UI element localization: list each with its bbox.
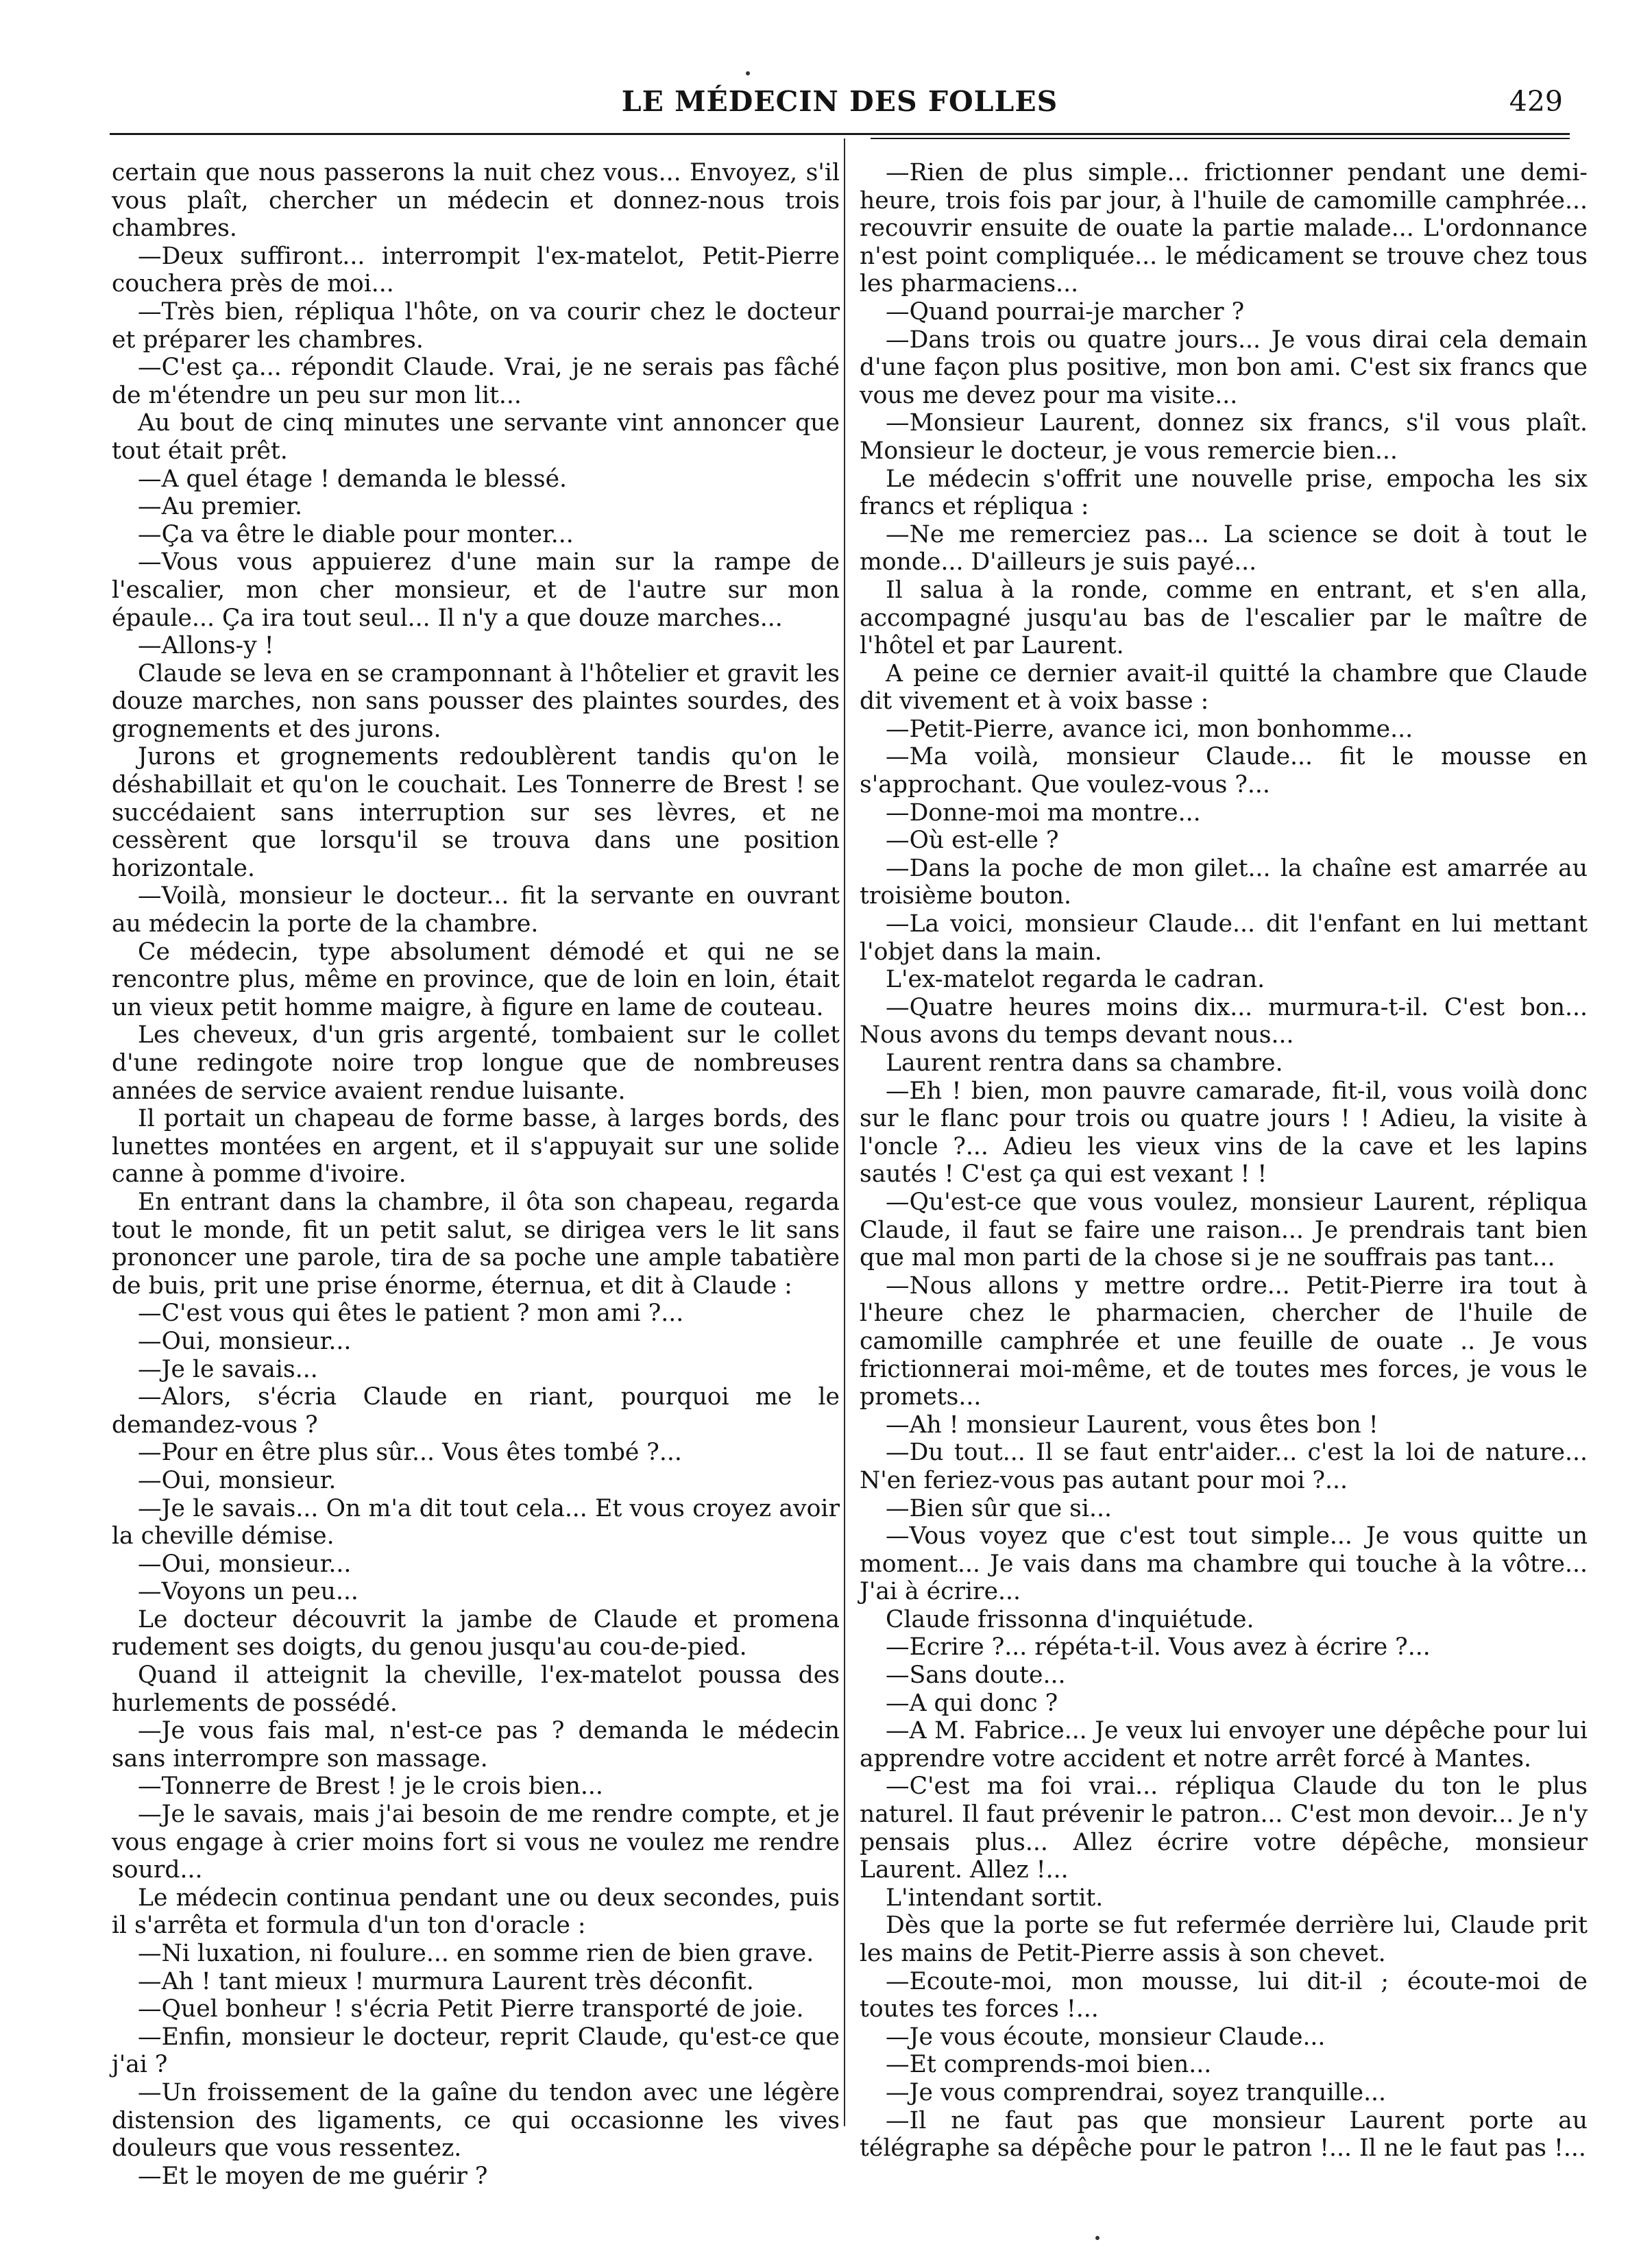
paragraph: —Ah ! tant mieux ! murmura Laurent très déconfit.: [138, 1967, 754, 1995]
paragraph: —Rien de plus simple... frictionner pendant une demi-heure, trois fois par jour, à l'huile de camomille camphrée... recouvrir ensuite de ouate la partie malade... L'ordonnance n'est point compliquée... le médicament se trouve chez tous les pharmaciens...: [860, 159, 1588, 298]
paragraph: —Où est-elle ?: [886, 827, 1059, 855]
paragraph: —Enfin, monsieur le docteur, reprit Claude, qu'est-ce que j'ai ?: [112, 2023, 840, 2079]
page-number: 429: [1509, 85, 1563, 118]
paragraph: L'intendant sortit.: [886, 1884, 1104, 1912]
paragraph: —Allons-y !: [138, 632, 274, 660]
paragraph: Claude se leva en se cramponnant à l'hôtelier et gravit les douze marches, non sans pousser des plaintes sourdes, des grognements et des jurons.: [112, 659, 840, 743]
paragraph: Le docteur découvrit la jambe de Claude et promena rudement ses doigts, du genou jusqu'au cou-de-pied.: [112, 1605, 840, 1662]
paragraph: Le médecin s'offrit une nouvelle prise, empocha les six francs et répliqua :: [860, 465, 1588, 521]
paragraph: —Ni luxation, ni foulure... en somme rien de bien grave.: [138, 1940, 814, 1967]
paragraph: Dès que la porte se fut refermée derrière lui, Claude prit les mains de Petit-Pierre assis à son chevet.: [860, 1912, 1588, 1967]
header-rule: [110, 133, 1570, 135]
header-rule-secondary: [871, 138, 1570, 139]
paragraph: —Pour en être plus sûr... Vous êtes tombé ?...: [138, 1439, 682, 1467]
paragraph: —Ah ! monsieur Laurent, vous êtes bon !: [886, 1411, 1378, 1439]
paragraph: —Vous voyez que c'est tout simple... Je vous quitte un moment... Je vais dans ma chambre qui touche à la vôtre... J'ai à écrire...: [860, 1522, 1588, 1606]
paragraph: —C'est vous qui êtes le patient ? mon ami ?...: [138, 1300, 684, 1328]
paragraph: —C'est ça... répondit Claude. Vrai, je ne serais pas fâché de m'étendre un peu sur mon lit...: [112, 354, 840, 409]
paragraph: —Je le savais, mais j'ai besoin de me rendre compte, et je vous engage à crier moins fort si vous ne voulez me rendre sourd...: [112, 1801, 840, 1884]
paragraph: —Quatre heures moins dix... murmura-t-il. C'est bon... Nous avons du temps devant nous...: [860, 993, 1588, 1049]
paragraph: —C'est ma foi vrai... répliqua Claude du ton le plus naturel. Il faut prévenir le patron... C'est mon devoir... Je n'y pensais plus... Allez écrire votre dépêche, monsieur Laurent. Allez !...: [860, 1773, 1588, 1884]
column-divider: [844, 138, 845, 2126]
paragraph: —Nous allons y mettre ordre... Petit-Pierre ira tout à l'heure chez le pharmacien, chercher de l'huile de camomille camphrée et une feuille de ouate .. Je vous frictionnerai moi-même, et de toutes mes forces, je vous le promets...: [860, 1271, 1588, 1411]
print-speck: [1095, 2236, 1100, 2240]
paragraph: —Ma voilà, monsieur Claude... fit le mousse en s'approchant. Que voulez-vous ?...: [860, 743, 1588, 799]
paragraph: —Dans trois ou quatre jours... Je vous dirai cela demain d'une façon plus positive, mon bon ami. C'est six francs que vous me devez pour ma visite...: [860, 326, 1588, 409]
paragraph: certain que nous passerons la nuit chez vous... Envoyez, s'il vous plaît, chercher un médecin et donnez-nous trois chambres.: [112, 159, 840, 243]
paragraph: —Un froissement de la gaîne du tendon avec une légère distension des ligaments, ce qui occasionne les vives douleurs que vous ressentez.: [112, 2078, 840, 2163]
print-speck: [746, 71, 750, 75]
paragraph: —A M. Fabrice... Je veux lui envoyer une dépêche pour lui apprendre votre accident et notre arrêt forcé à Mantes.: [860, 1717, 1588, 1773]
paragraph: —Ecoute-moi, mon mousse, lui dit-il ; écoute-moi de toutes tes forces !...: [860, 1967, 1588, 2023]
paragraph: —Alors, s'écria Claude en riant, pourquoi me le demandez-vous ?: [112, 1383, 840, 1439]
paragraph: Laurent rentra dans sa chambre.: [886, 1049, 1283, 1077]
paragraph: —Deux suffiront... interrompit l'ex-matelot, Petit-Pierre couchera près de moi...: [112, 242, 840, 298]
paragraph: —Du tout... Il se faut entr'aider... c'est la loi de nature... N'en feriez-vous pas autant pour moi ?...: [860, 1439, 1588, 1494]
paragraph: —Ça va être le diable pour monter...: [138, 520, 574, 548]
paragraph: —Sans doute...: [886, 1662, 1066, 1690]
paragraph: —Et comprends-moi bien...: [886, 2051, 1212, 2079]
paragraph: —Très bien, répliqua l'hôte, on va courir chez le docteur et préparer les chambres.: [112, 297, 840, 354]
paragraph: —Monsieur Laurent, donnez six francs, s'il vous plaît. Monsieur le docteur, je vous remercie bien...: [860, 409, 1588, 465]
paragraph: —Ecrire ?... répéta-t-il. Vous avez à écrire ?...: [886, 1633, 1431, 1662]
paragraph: —Ne me remerciez pas... La science se doit à tout le monde... D'ailleurs je suis payé...: [860, 520, 1588, 576]
paragraph: A peine ce dernier avait-il quitté la chambre que Claude dit vivement et à voix basse :: [860, 659, 1588, 716]
paragraph: —Je vous comprendrai, soyez tranquille...: [886, 2078, 1387, 2106]
paragraph: Jurons et grognements redoublèrent tandis qu'on le déshabillait et qu'on le couchait. Les Tonnerre de Brest ! se succédaient sans interruption sur ses lèvres, et ne cessèrent que lorsqu'il se trouva dans une position horizontale.: [112, 743, 840, 882]
paragraph: —Tonnerre de Brest ! je le crois bien...: [138, 1773, 603, 1801]
right-column: [860, 159, 1588, 2163]
paragraph: Le médecin continua pendant une ou deux secondes, puis il s'arrêta et formula d'un ton d'oracle :: [112, 1884, 840, 1940]
paragraph: —A quel étage ! demanda le blessé.: [138, 465, 568, 493]
paragraph: —Eh ! bien, mon pauvre camarade, fit-il, vous voilà donc sur le flanc pour trois ou quatre jours ! ! Adieu, la visite à l'oncle ?... Adieu les vieux vins de la cave et les lapins sautés ! C'est ça qui est vexant ! !: [860, 1077, 1588, 1189]
paragraph: —Oui, monsieur.: [138, 1466, 337, 1494]
paragraph: —Je le savais... On m'a dit tout cela... Et vous croyez avoir la cheville démise.: [112, 1494, 840, 1550]
paragraph: —Donne-moi ma montre...: [886, 799, 1201, 827]
paragraph: Il salua à la ronde, comme en entrant, et s'en alla, accompagné jusqu'au bas de l'escalier par le maître de l'hôtel et par Laurent.: [860, 576, 1588, 660]
paragraph: —Qu'est-ce que vous voulez, monsieur Laurent, répliqua Claude, il faut se faire une raison... Je prendrais tant bien que mal mon parti de la chose si je ne souffrais pas tant...: [860, 1188, 1588, 1272]
paragraph: —Il ne faut pas que monsieur Laurent porte au télégraphe sa dépêche pour le patron !... Il ne le faut pas !...: [860, 2106, 1588, 2163]
paragraph: —Vous vous appuierez d'une main sur la rampe de l'escalier, mon cher monsieur, et de l'autre sur mon épaule... Ça ira tout seul... Il n'y a que douze marches...: [112, 548, 840, 632]
paragraph: Claude frissonna d'inquiétude.: [886, 1605, 1254, 1633]
paragraph: —Je vous fais mal, n'est-ce pas ? demanda le médecin sans interrompre son massage.: [112, 1717, 840, 1773]
page-header: [110, 81, 1570, 122]
paragraph: —Quel bonheur ! s'écria Petit Pierre transporté de joie.: [138, 1995, 804, 2023]
paragraph: En entrant dans la chambre, il ôta son chapeau, regarda tout le monde, fit un petit salut, se dirigea vers le lit sans prononcer une parole, tira de sa poche une ample tabatière de buis, prit une prise énorme, éternua, et dit à Claude :: [112, 1188, 840, 1300]
paragraph: Ce médecin, type absolument démodé et qui ne se rencontre plus, même en province, que de loin en loin, était un vieux petit homme maigre, à figure en lame de couteau.: [112, 938, 840, 1021]
paragraph: Quand il atteignit la cheville, l'ex-matelot poussa des hurlements de possédé.: [112, 1662, 840, 1717]
paragraph: L'ex-matelot regarda le cadran.: [886, 966, 1265, 994]
paragraph: —Petit-Pierre, avance ici, mon bonhomme...: [886, 715, 1413, 743]
paragraph: —Dans la poche de mon gilet... la chaîne est amarrée au troisième bouton.: [860, 854, 1588, 910]
paragraph: —A qui donc ?: [886, 1689, 1058, 1717]
paragraph: Au bout de cinq minutes une servante vint annoncer que tout était prêt.: [112, 409, 840, 465]
paragraph: Les cheveux, d'un gris argenté, tombaient sur le collet d'une redingote noire trop longue que de nombreuses années de service avaient rendue luisante.: [112, 1021, 840, 1105]
paragraph: —Oui, monsieur...: [138, 1550, 352, 1578]
paragraph: —Je le savais...: [138, 1355, 318, 1383]
paragraph: —Je vous écoute, monsieur Claude...: [886, 2023, 1326, 2051]
paragraph: —La voici, monsieur Claude... dit l'enfant en lui mettant l'objet dans la main.: [860, 910, 1588, 966]
paragraph: —Voyons un peu...: [138, 1578, 359, 1606]
paragraph: —Bien sûr que si...: [886, 1494, 1112, 1522]
paragraph: —Voilà, monsieur le docteur... fit la servante en ouvrant au médecin la porte de la chambre.: [112, 882, 840, 938]
paragraph: Il portait un chapeau de forme basse, à larges bords, des lunettes montées en argent, et il s'appuyait sur une solide canne à pomme d'ivoire.: [112, 1105, 840, 1189]
paragraph: —Et le moyen de me guérir ?: [138, 2162, 488, 2190]
paragraph: —Au premier.: [138, 493, 302, 521]
paragraph: —Oui, monsieur...: [138, 1327, 352, 1355]
paragraph: —Quand pourrai-je marcher ?: [886, 297, 1245, 326]
left-column: [112, 159, 840, 2190]
running-title: LE MÉDECIN DES FOLLES: [621, 85, 1058, 118]
